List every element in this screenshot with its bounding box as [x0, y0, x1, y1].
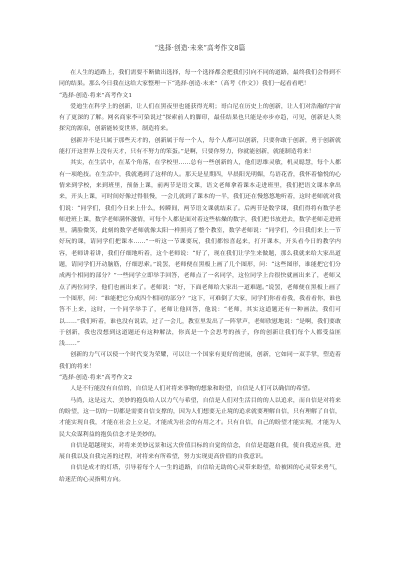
- essay-heading-1: “选择·创造·将来”高考作文1: [59, 92, 133, 99]
- essay-2-paragraph-1: 人是不行能没有自信的，自信是人们对将来事物的想象和盼望，自信是人们可以确信的希望。: [70, 386, 314, 393]
- page-title: “选择·创造·未来”高考作文8篇: [154, 44, 246, 52]
- essay-2-paragraph-4: 自信是成才的灯塔，引导着每个人一生的道路，自信给无助的心灵带来盼望，给被困的心灵带来勇气，给迷茫的心灵指明方向。: [59, 465, 341, 483]
- essay-1-paragraph-3: 其实，在生活中，在某个角落，在学校里……总有一些创新的人，他们思维灵敏，机灵聪慧，每个人都有一项绝技。在生活中，我就遇到了这样的人。那天是星期四，早晨阳光明媚，鸟语花香，我怀着愉悦的心情来到学校，来到班里，预备上课，前两节是语文课，语文老师拿着课本走进班里，我们把语文课本拿出来，开头上课，可时间好像过得很慢，一会儿就到了课本的一半，我们还在慢悠悠地听着，这时老师就对我们说：“同学们，我们今日来上什么，转瞬间，两节语文课就结束了。后两节是数学课，我们得将有数学老师进班上课，数学老师满怀激情，可每个人都是面对着这些枯燥的数字，我们把书放进去，数学老师走进班里，满脸微笑，此刻的数学老师就像太阳一样照亮了整个教室，数学老师说：“同学们，今日我们来上一节好玩的课，请同学们把课本……”一听这一节课要玩，我们都惊喜起来，打开课本，开头看今日的教学内容，老师讲着讲，我们仔细地听着，这个老师说：“好了，现在我们让学生来做题，那么我就来给大家出道题，请同学们开动脑筋，仔细思索。”说罢，老师便在黑板上画了几个图形，问：“这些图形，谁能把它们分成两个相同的部分？”一些同学立即举手回答，老师点了一名同学，这位同学上台很快就画出来了，老师又点了两位同学，他们也画出来了。老师说：“好，下面老师给大家出一道难题。”说罢，老师便在黑板上画了一个图形，问：“谁能把它分成四个相同的部分？”这下，可难倒了大家，同学们你看看我，我看看你，谁也答不上来，这时，一个同学举手了，老师让他回答，他说：“老师，其实这道题还有一种画法，我们可以……”我们听着，谁也没有说话，过了一会儿，教室里发出了一阵掌声，老师欣慰地说：“是啊，我们要敢于创新，我也没想到这道题还有这种解法，你真是一个会思考的孩子，你的创新让我们每个人都受益匪浅……”: [59, 160, 341, 348]
- intro-paragraph: 在人生的道路上，我们需要不断做出选择，每一个选择都会把我们引向不同的道路，最终我们会得到不同的结果。那么今日我在这给大家整理一下“选择·创造·未来”（高考《作文》）我们一起看看吧！: [59, 70, 341, 88]
- essay-1-paragraph-1: 爱迪生在科学上的创新，让人们在黑夜里也能获得光明；哥白尼在历史上的创新，让人们对浩瀚的宇宙有了更深的了解。网名商家李可染说过“探索前人的脚印，最佳结果也只能是亦步亦趋，可见，创新是人类探究的源泉，创新能转变世界，制造将来。: [59, 103, 341, 133]
- essay-2-paragraph-3: 自信是超越现实，对将来美妙远景和远大价值目标的自觉的信念，自信是超越自我，使自我适应我，进展自我以及自我完善的过程，对将来有所希望，努力实现更高价值的自我意识。: [59, 442, 341, 461]
- essay-1-paragraph-2: 创新并不是只属于那些天才的，创新属于每一个人，每个人都可以创新，只要你敢于创新，勇于创新就能打开这世界上没有天才，只有不努力的笨蛋。”是啊，只要你努力，你就能创新，就能制造将来！: [59, 137, 341, 156]
- essay-heading-2: “选择·创造·将来”高考作文2: [59, 375, 133, 382]
- essay-1-paragraph-4: 创新的力气可以使一个时代变为荣耀，可以让一个国家有更好的进展，创新，它如同一双手掌，塑造着我们的将来！: [59, 352, 341, 370]
- essay-2-paragraph-2: 马尚，这是远大、美妙的抱负给人以力气与希望，自信是人们对生活目的的人以追求，而自信是对将来的盼望，这一切的一切都是需要自信支撑的，因为人们想要无止境的追求就要理解自信，只有理解了自信，才能实现自我，才能在社会上立足，才能成为社会的有用之才。只有自信，自己的盼望才能实现，才能为人民大众谋利益的抱负信念才是美妙的。: [59, 397, 341, 438]
- article-body: [59, 68, 341, 486]
